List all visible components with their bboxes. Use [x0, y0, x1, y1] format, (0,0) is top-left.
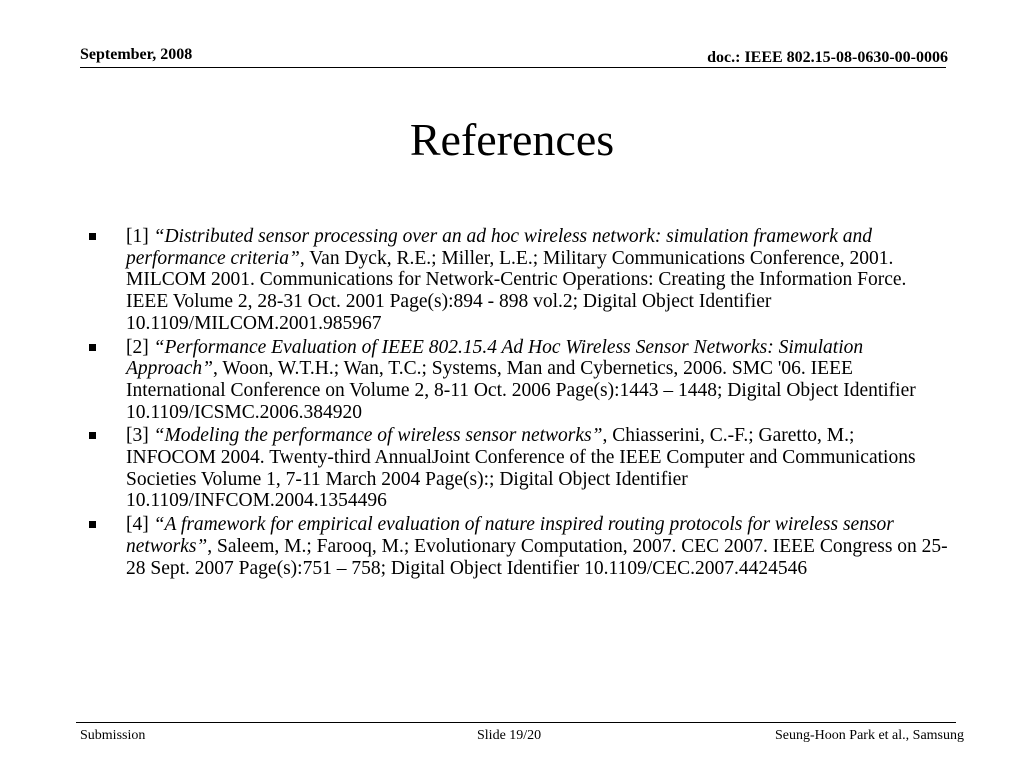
reference-item — [87, 514, 949, 579]
reference-number: [2] — [126, 336, 149, 358]
header-rule — [80, 67, 946, 68]
footer-submission: Submission — [80, 728, 146, 743]
reference-item — [87, 425, 949, 512]
reference-title: “A framework for empirical evaluation of nature inspired routing protocols for wireless sensor networks” — [126, 514, 894, 557]
reference-number: [1] — [126, 226, 149, 247]
reference-title: “Distributed sensor processing over an ad hoc wireless network: simulation framework and performance criteria” — [126, 226, 873, 269]
footer-slide-number: Slide 19/20 — [477, 728, 542, 743]
reference-title: “Modeling the performance of wireless sensor networks” — [153, 425, 603, 447]
reference-details: , Van Dyck, R.E.; Miller, L.E.; Military Communications Conference, 2001. MILCOM 2001. Communications for Network-Centric Operations: Creating the Information Force. IEEE Volume 2, 28-31 Oct. 2001 Page(s):894 - 898 vol.2; Digital Object Identifier 10.1109/MILCOM.2001.985967 — [126, 247, 907, 334]
header-doc-id: doc.: IEEE 802.15-08-0630-00-0006 — [707, 49, 948, 66]
footer-author: Seung-Hoon Park et al., Samsung — [775, 728, 964, 743]
reference-title: “Performance Evaluation of IEEE 802.15.4 Ad Hoc Wireless Sensor Networks: Simulation Approach” — [126, 336, 864, 380]
reference-item — [87, 226, 949, 335]
reference-details: , Saleem, M.; Farooq, M.; Evolutionary Computation, 2007. CEC 2007. IEEE Congress on 25-28 Sept. 2007 Page(s):751 – 758; Digital Object Identifier 10.1109/CEC.2007.4424546 — [126, 535, 948, 579]
reference-number: [4] — [126, 514, 149, 536]
reference-item — [87, 337, 949, 424]
slide-title: References — [409, 114, 615, 165]
reference-details: , Woon, W.T.H.; Wan, T.C.; Systems, Man and Cybernetics, 2006. SMC '06. IEEE International Conference on Volume 2, 8-11 Oct. 2006 Page(s):1443 – 1448; Digital Object Identifier 10.1109/ICSMC.2006.384920 — [126, 358, 916, 423]
reference-list — [87, 226, 949, 581]
bullet-square-icon — [89, 521, 96, 528]
header-date: September, 2008 — [80, 46, 193, 63]
reference-details: , Chiasserini, C.-F.; Garetto, M.; INFOCOM 2004. Twenty-third AnnualJoint Conference of the IEEE Computer and Communications Societies Volume 1, 7-11 March 2004 Page(s):; Digital Object Identifier 10.1109/INFCOM.2004.1354496 — [126, 425, 916, 512]
reference-number: [3] — [126, 425, 149, 447]
bullet-square-icon — [89, 432, 96, 439]
bullet-square-icon — [89, 344, 96, 351]
footer-rule — [76, 722, 956, 723]
bullet-square-icon — [89, 233, 96, 240]
